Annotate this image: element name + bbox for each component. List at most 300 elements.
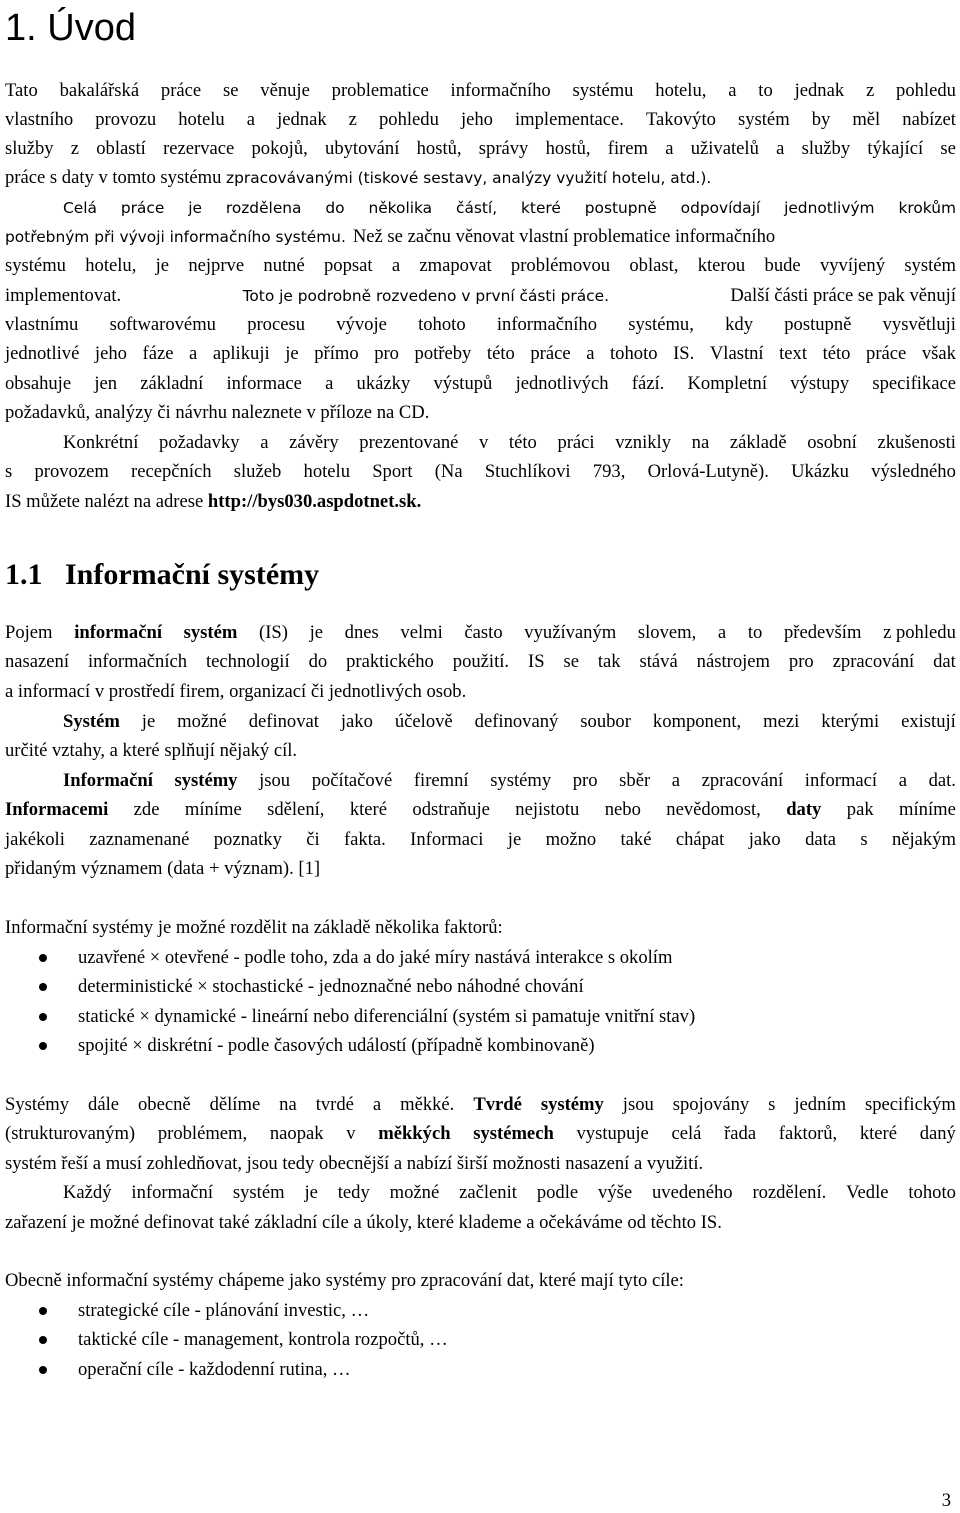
word: pokojů, — [251, 138, 308, 159]
word: kdy — [725, 314, 753, 335]
intro-line-11 — [5, 372, 956, 396]
word: především — [783, 622, 862, 643]
word: (strukturovaným) — [5, 1123, 136, 1144]
word: data — [805, 829, 837, 850]
word: přímo — [314, 343, 359, 364]
word: by — [811, 109, 831, 130]
intro-line-4 — [5, 166, 956, 190]
word: recepčních — [131, 461, 212, 482]
word: rezervace — [163, 138, 235, 159]
intro-line-9 — [5, 313, 956, 337]
word: zkušenosti — [877, 432, 956, 453]
word: je — [188, 199, 202, 217]
word: Konkrétní — [63, 432, 139, 453]
word: komponent, — [652, 711, 742, 732]
word: výstupy — [790, 373, 850, 394]
word: aplikuji — [212, 343, 270, 364]
intro-line-8-b: Toto je podrobně rozvedeno v první části práce. — [242, 287, 609, 305]
word: Sport — [372, 461, 413, 482]
word: fakta. — [343, 829, 386, 850]
hotel-is-url[interactable]: http://bys030.aspdotnet.sk — [207, 491, 417, 512]
word: oblast, — [629, 255, 679, 276]
word: a — [898, 770, 907, 791]
word: hotelu — [303, 461, 350, 482]
word: z — [348, 109, 357, 130]
word: sdělení, — [267, 799, 325, 820]
word: a — [325, 373, 334, 394]
word: a — [189, 343, 198, 364]
word: s — [860, 829, 868, 850]
word: velmi — [400, 622, 443, 643]
word: této — [486, 343, 515, 364]
intro-line-8-c: Další části práce se pak věnují — [730, 285, 956, 306]
word: je — [507, 829, 522, 850]
list-item-text: operační cíle - každodenní rutina, … — [78, 1359, 351, 1380]
word: systému — [572, 80, 634, 101]
word: daty — [786, 799, 822, 820]
word: uživatelů — [690, 138, 759, 159]
word: využívaným — [524, 622, 617, 643]
word: pohledu — [378, 109, 439, 130]
word: hostů, — [416, 138, 462, 159]
list-item — [5, 1328, 956, 1352]
word: je — [309, 622, 323, 643]
word: naopak — [269, 1123, 324, 1144]
list-item — [5, 1358, 956, 1382]
word: základní — [140, 373, 204, 394]
list-item — [5, 1034, 956, 1058]
word: hostů, — [545, 138, 591, 159]
word: z — [865, 80, 875, 101]
word: řada — [724, 1123, 757, 1144]
bullet-icon — [39, 1042, 47, 1050]
word: a — [586, 343, 595, 364]
word: účelově — [394, 711, 453, 732]
word: fáze — [142, 343, 174, 364]
word: dat. — [928, 770, 956, 791]
word: informačního — [496, 314, 598, 335]
word: nějakým — [891, 829, 956, 850]
word: výstupů — [433, 373, 493, 394]
word: krokům — [898, 199, 956, 217]
word: částí, — [455, 199, 498, 217]
word: nejistotu — [515, 799, 580, 820]
list-item — [5, 975, 956, 999]
word: práce — [120, 199, 165, 217]
word: výsledného — [871, 461, 956, 482]
word: mezi — [763, 711, 800, 732]
word: jen — [94, 373, 118, 394]
word: dělíme — [209, 1094, 261, 1115]
word: služby — [5, 138, 54, 159]
word: podle — [536, 1182, 579, 1203]
word: v — [346, 1123, 356, 1144]
word: výše — [598, 1182, 633, 1203]
section-line-12: systém řeší a musí zohledňovat, jsou tedy obecnější a nabízí širší možnosti nasazení a využití. — [5, 1153, 704, 1174]
word: definovat — [248, 711, 319, 732]
section-title: Informační systémy — [65, 558, 320, 591]
word: obsahuje — [5, 373, 72, 394]
word: firemní — [413, 770, 469, 791]
bullet-icon — [39, 954, 47, 962]
word: Systém — [63, 711, 120, 732]
word: měl — [852, 109, 881, 130]
word: implementace. — [515, 109, 624, 130]
intro-line-5 — [63, 196, 956, 220]
word: problémovou — [510, 255, 611, 276]
intro-line-6-serif: Než se začnu věnovat vlastní problematice informačního — [352, 226, 776, 247]
word: je — [304, 1182, 318, 1203]
word: systém — [904, 255, 956, 276]
word: systémech — [473, 1123, 554, 1144]
word: chápat — [675, 829, 725, 850]
word: systém — [232, 1182, 285, 1203]
word: a — [728, 80, 737, 101]
word: 793, — [592, 461, 626, 482]
word: a — [717, 622, 727, 643]
word: systém — [183, 622, 238, 643]
word: pak — [846, 799, 874, 820]
word: použití. — [452, 651, 510, 672]
word: s — [768, 1094, 776, 1115]
document-page — [5, 0, 956, 1513]
word: Vedle — [846, 1182, 889, 1203]
factors-intro: Informační systémy je možné rozdělit na základě několika faktorů: — [5, 917, 503, 938]
word: nevědomost, — [666, 799, 761, 820]
word: a — [776, 138, 785, 159]
word: praktického — [346, 651, 434, 672]
word: které — [521, 199, 561, 217]
intro-line-6-sans: potřebným při vývoji informačního systému. — [5, 228, 346, 246]
word: Vlastní — [709, 343, 764, 364]
word: systém — [738, 109, 790, 130]
word: nebo — [604, 799, 641, 820]
word: základě — [729, 432, 787, 453]
word: a — [372, 1094, 382, 1115]
word: oblastí — [96, 138, 146, 159]
word: jeho — [460, 109, 493, 130]
word: Informační — [63, 770, 153, 791]
word: míníme — [899, 799, 956, 820]
word: možné — [177, 711, 227, 732]
url-prefix: IS můžete nalézt na adrese — [5, 491, 208, 512]
word: to — [747, 622, 763, 643]
word: jedním — [794, 1094, 847, 1115]
word: zde — [133, 799, 160, 820]
word: na — [279, 1094, 297, 1115]
word: se — [940, 138, 956, 159]
word: procesu — [247, 314, 306, 335]
word: systémy — [540, 1094, 604, 1115]
section-line-11 — [5, 1122, 956, 1146]
page-number: 3 — [941, 1490, 951, 1511]
intro-line-13 — [63, 431, 956, 455]
word: a — [671, 770, 681, 791]
intro-line-12: požadavků, analýzy či návrhu naleznete v příloze na CD. — [5, 402, 430, 423]
list-item-text: statické × dynamické - lineární nebo diferenciální (systém si pamatuje vnitřní stav) — [78, 1006, 696, 1027]
word: informací — [804, 770, 878, 791]
word: Kompletní — [687, 373, 768, 394]
word: je — [141, 711, 156, 732]
intro-line-7 — [5, 254, 956, 278]
word: či — [306, 829, 320, 850]
word: Informaci — [410, 829, 484, 850]
word: několika — [368, 199, 433, 217]
word: pro — [572, 770, 598, 791]
word: specifikace — [872, 373, 956, 394]
word: provozu — [95, 109, 157, 130]
word: tohoto — [610, 343, 658, 364]
goals-intro: Obecně informační systémy chápeme jako systémy pro zpracování dat, které mají tyto cíle: — [5, 1270, 684, 1291]
bullet-icon — [39, 1307, 47, 1315]
word: však — [921, 343, 956, 364]
word: informačních — [87, 651, 188, 672]
url-period: . — [416, 491, 422, 512]
section-line-1 — [5, 621, 956, 645]
word: služeb — [233, 461, 282, 482]
word: tohoto — [908, 1182, 956, 1203]
word: hotelu, — [85, 255, 137, 276]
word: v — [479, 432, 489, 453]
word: vývoje — [336, 314, 387, 335]
word: potřeby — [414, 343, 472, 364]
section-heading — [5, 556, 319, 594]
word: hotelu, — [655, 80, 707, 101]
word: popsat — [323, 255, 373, 276]
list-item — [5, 1005, 956, 1029]
word: Systémy — [5, 1094, 70, 1115]
word: specifickým — [865, 1094, 956, 1115]
list-item-text: spojité × diskrétní - podle časových událostí (případně kombinovaně) — [78, 1035, 595, 1056]
word: Pojem — [5, 622, 53, 643]
word: osobní — [807, 432, 857, 453]
word: Tvrdé — [473, 1094, 522, 1115]
word: systémy — [490, 770, 552, 791]
word: rozdělení. — [752, 1182, 827, 1203]
intro-line-6 — [5, 225, 956, 249]
intro-line-8-a: implementovat. — [5, 285, 122, 306]
word: Informacemi — [5, 799, 109, 820]
word: s — [5, 461, 13, 482]
section-number: 1.1 — [5, 558, 43, 591]
word: této — [508, 432, 537, 453]
word: informačního — [450, 80, 551, 101]
intro-line-8 — [5, 284, 956, 308]
word: počítačové — [311, 770, 393, 791]
word: které — [859, 1123, 897, 1144]
section-line-6 — [63, 769, 956, 793]
section-line-5: určité vztahy, a které splňují nějaký cíl. — [5, 740, 298, 761]
word: jakékoli — [5, 829, 65, 850]
word: zmapovat — [419, 255, 492, 276]
word: této — [822, 343, 851, 364]
word: správy — [478, 138, 529, 159]
word: práce — [530, 343, 571, 364]
intro-line-3 — [5, 137, 956, 161]
word: jednotlivé — [5, 343, 80, 364]
word: IS. — [673, 343, 695, 364]
word: kterými — [821, 711, 880, 732]
section-line-14: zařazení je možné definovat také základní cíle a úkoly, které klademe a očekáváme od těchto IS. — [5, 1212, 722, 1233]
word: nasazení — [5, 651, 70, 672]
word: Celá — [63, 199, 97, 217]
word: měkkých — [378, 1123, 451, 1144]
word: Tato — [5, 80, 38, 101]
word: a — [391, 255, 401, 276]
word: tohoto — [418, 314, 466, 335]
word: zpracování — [701, 770, 784, 791]
section-line-2 — [5, 650, 956, 674]
intro-line-10 — [5, 342, 956, 366]
section-line-4 — [63, 710, 956, 734]
section-line-9: přidaným významem (data + význam). [1] — [5, 858, 321, 879]
word: soubor — [580, 711, 631, 732]
word: ubytování — [325, 138, 400, 159]
word: (Na — [434, 461, 463, 482]
word: Každý — [63, 1182, 112, 1203]
word: požadavky — [159, 432, 240, 453]
word: problémem, — [157, 1123, 248, 1144]
word: pro — [374, 343, 399, 364]
word: systémy — [174, 770, 238, 791]
word: začlenit — [459, 1182, 517, 1203]
word: softwarovému — [109, 314, 216, 335]
word: práce — [866, 343, 907, 364]
word: text — [779, 343, 808, 364]
word: jednotlivých — [515, 373, 609, 394]
word: služby — [801, 138, 851, 159]
word: postupně — [584, 199, 657, 217]
word: jsou — [259, 770, 291, 791]
word: dat — [933, 651, 956, 672]
word: Orlová-Lutyně). — [647, 461, 769, 482]
list-item-text: strategické cíle - plánování investic, … — [78, 1300, 370, 1321]
word: informační — [74, 622, 162, 643]
word: systému — [5, 255, 66, 276]
word: vyvíjený — [819, 255, 886, 276]
intro-line-4-sans: zpracovávanými (tiskové sestavy, analýzy využití hotelu, atd.). — [226, 169, 712, 187]
word: měkké. — [400, 1094, 455, 1115]
word: nutné — [263, 255, 305, 276]
word: které — [349, 799, 388, 820]
word: závěry — [289, 432, 339, 453]
word: jeho — [94, 343, 127, 364]
word: do — [325, 199, 345, 217]
word: a — [665, 138, 674, 159]
word: fází. — [631, 373, 665, 394]
word: a — [246, 109, 256, 130]
word: jednotlivým — [784, 199, 875, 217]
word: se — [222, 80, 239, 101]
word: tak — [597, 651, 621, 672]
word: dnes — [344, 622, 379, 643]
word: z pohledu — [883, 622, 956, 643]
word: vlastního — [5, 109, 74, 130]
list-item-text: uzavřené × otevřené - podle toho, zda a do jaké míry nastává interakce s okolím — [78, 947, 673, 968]
word: často — [464, 622, 503, 643]
word: dále — [88, 1094, 119, 1115]
word: se — [563, 651, 579, 672]
word: odpovídají — [680, 199, 761, 217]
word: a — [260, 432, 269, 453]
word: nástrojem — [696, 651, 770, 672]
word: jsou — [622, 1094, 654, 1115]
word: je — [285, 343, 299, 364]
word: vysvětluji — [882, 314, 956, 335]
word: vystupuje — [576, 1123, 649, 1144]
word: odstraňuje — [412, 799, 490, 820]
word: prezentované — [359, 432, 459, 453]
word: jako — [748, 829, 781, 850]
section-line-10 — [5, 1093, 956, 1117]
word: Ukázku — [791, 461, 849, 482]
word: faktorů, — [778, 1123, 838, 1144]
word: IS — [528, 651, 545, 672]
section-line-8 — [5, 828, 956, 852]
section-line-13 — [63, 1181, 956, 1205]
word: stává — [639, 651, 678, 672]
list-item — [5, 946, 956, 970]
word: zaznamenané — [89, 829, 190, 850]
word: (IS) — [259, 622, 288, 643]
word: kterou — [697, 255, 746, 276]
word: pro — [788, 651, 814, 672]
word: informace — [226, 373, 302, 394]
bullet-icon — [39, 1013, 47, 1021]
intro-line-14 — [5, 460, 956, 484]
bullet-icon — [39, 1366, 47, 1374]
word: bude — [764, 255, 801, 276]
word: to — [758, 80, 773, 101]
word: pohledu — [896, 80, 956, 101]
word: práce — [160, 80, 202, 101]
section-line-7 — [5, 798, 956, 822]
word: spojovány — [672, 1094, 750, 1115]
word: jako — [340, 711, 373, 732]
word: obecně — [137, 1094, 191, 1115]
word: existují — [901, 711, 956, 732]
word: provozem — [34, 461, 109, 482]
bullet-icon — [39, 1336, 47, 1344]
word: nejprve — [188, 255, 245, 276]
word: věnuje — [260, 80, 310, 101]
intro-line-2 — [5, 108, 956, 132]
word: jednak — [277, 109, 327, 130]
intro-line-1 — [5, 79, 956, 103]
section-line-3: a informací v prostředí firem, organizací či jednotlivých osob. — [5, 681, 467, 702]
word: vznikly — [615, 432, 672, 453]
word: poznatky — [213, 829, 282, 850]
bullet-icon — [39, 983, 47, 991]
word: rozdělena — [225, 199, 302, 217]
word: vlastnímu — [5, 314, 79, 335]
list-item-text: taktické cíle - management, kontrola rozpočtů, … — [78, 1329, 448, 1350]
word: práci — [557, 432, 595, 453]
list-item-text: deterministické × stochastické - jednoznačné nebo náhodné chování — [78, 976, 584, 997]
word: ukázky — [356, 373, 411, 394]
word: z — [70, 138, 80, 159]
word: systému, — [628, 314, 694, 335]
word: definovaný — [474, 711, 559, 732]
word: je — [155, 255, 170, 276]
intro-line-4-serif: práce s daty v tomto systému — [5, 167, 227, 188]
word: také — [620, 829, 652, 850]
word: tvrdé — [315, 1094, 354, 1115]
word: uvedeného — [652, 1182, 733, 1203]
word: daný — [919, 1123, 956, 1144]
word: míníme — [184, 799, 242, 820]
word: bakalářská — [59, 80, 140, 101]
